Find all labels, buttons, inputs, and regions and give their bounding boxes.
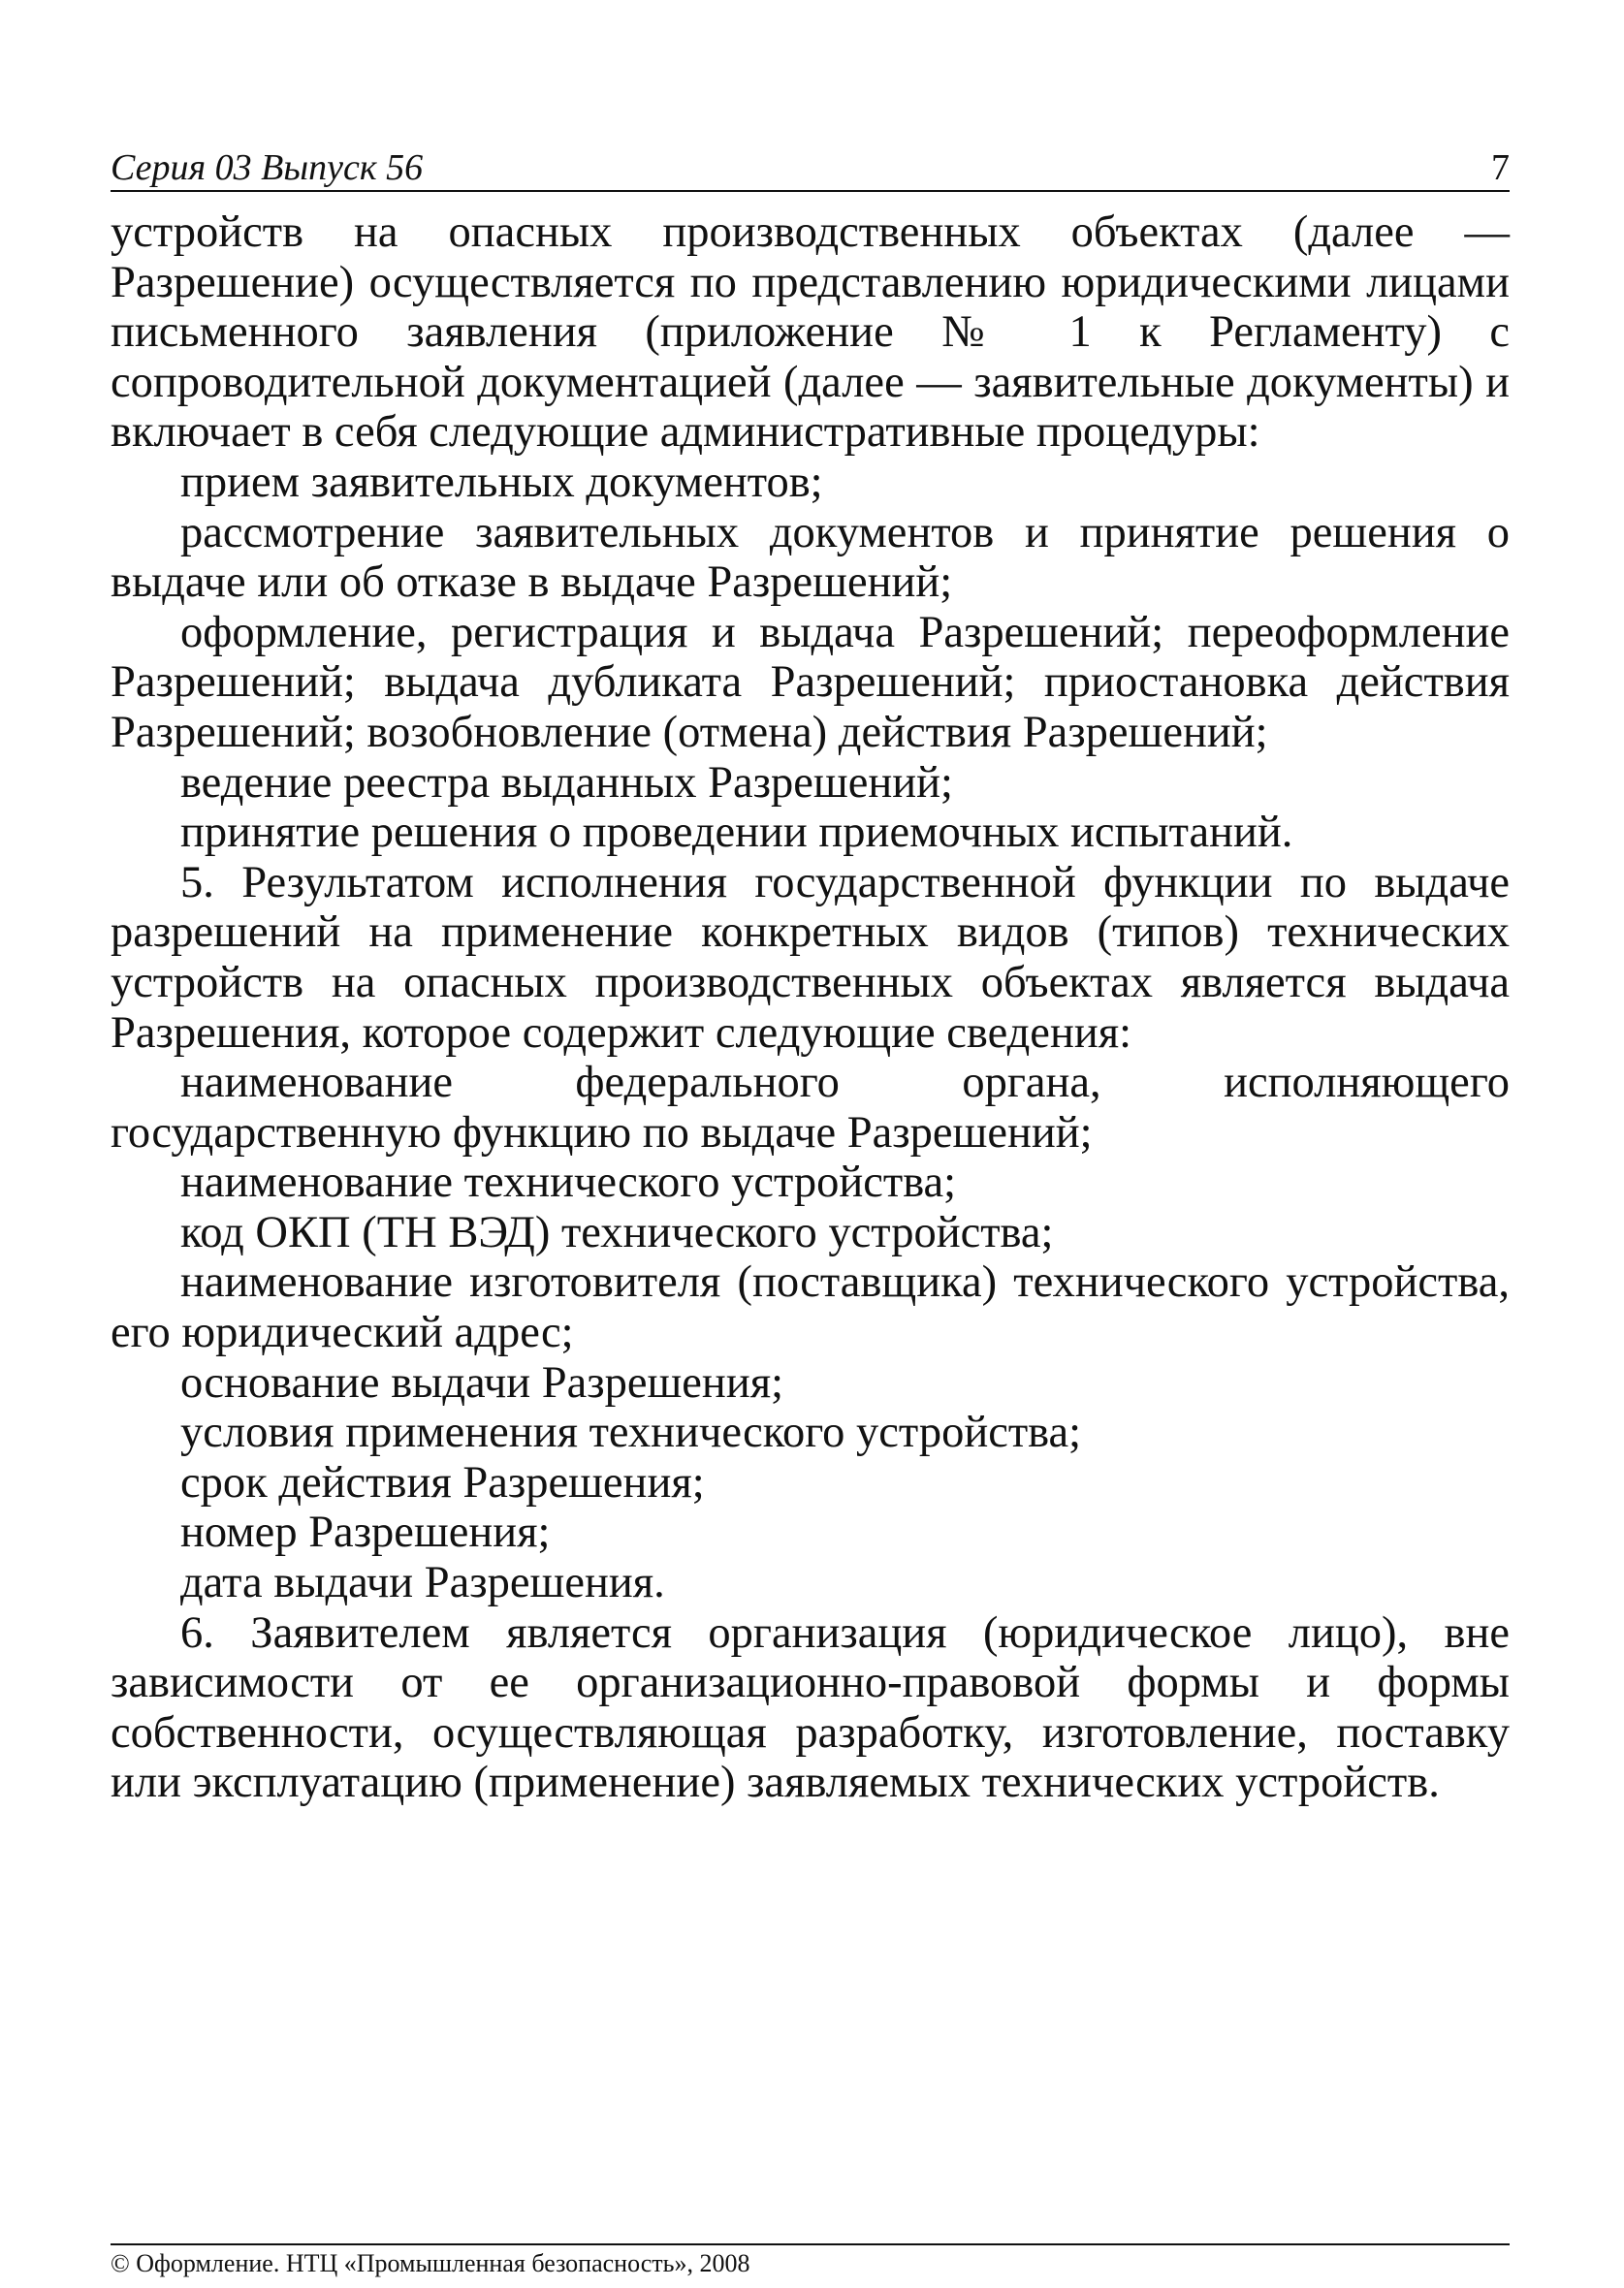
paragraph: устройств на опасных производственных объектах (далее — Разрешение) осуществляется по представлению юридическими лицами письменного заявления (приложение № 1 к Регламенту) с сопроводительной документацией (далее — заявительные документы) и включает в себя следующие административные процедуры: [111, 207, 1510, 458]
list-item: принятие решения о проведении приемочных испытаний. [180, 808, 1293, 858]
list-item: прием заявительных документов; [180, 457, 823, 507]
paragraph-section-5: 5. Результатом исполнения государственной функции по выдаче разрешений на применение конкретных видов (типов) технических устройств на опасных производственных объектах является выдача Разрешения, которое содержит следующие сведения: [111, 857, 1510, 1058]
list-item: наименование технического устройства; [180, 1158, 957, 1208]
list-item: ведение реестра выданных Разрешений; [180, 757, 953, 808]
list-item: код ОКП (ТН ВЭД) технического устройства; [180, 1207, 1054, 1257]
footer-copyright: © Оформление. НТЦ «Промышленная безопасность», 2008 [111, 2249, 750, 2277]
list-item: срок действия Разрешения; [180, 1457, 705, 1508]
list-item: условия применения технического устройства; [180, 1408, 1082, 1458]
footer-divider [111, 2243, 1510, 2245]
list-item: номер Разрешения; [180, 1508, 551, 1558]
list-item: оформление, регистрация и выдача Разрешений; переоформление Разрешений; выдача дубликата Разрешений; приостановка действия Разрешений; возобновление (отмена) действия Разрешений; [111, 607, 1510, 757]
list-item: наименование федерального органа, исполняющего государственную функцию по выдаче Разрешений; [111, 1058, 1510, 1158]
list-item: рассмотрение заявительных документов и принятие решения о выдаче или об отказе в выдаче Разрешений; [111, 507, 1510, 608]
paragraph-section-6: 6. Заявителем является организация (юридическое лицо), вне зависимости от ее организационно-правовой формы и формы собственности, осуществляющая разработку, изготовление, поставку или эксплуатацию (применение) заявляемых технических устройств. [111, 1607, 1510, 1808]
list-item: наименование изготовителя (поставщика) технического устройства, его юридический адрес; [111, 1257, 1510, 1358]
series-issue-label: Серия 03 Выпуск 56 [111, 147, 424, 188]
running-header [111, 136, 1510, 192]
list-item: дата выдачи Разрешения. [180, 1558, 665, 1608]
body-text [111, 207, 1510, 1808]
list-item: основание выдачи Разрешения; [180, 1357, 784, 1408]
page-number: 7 [1491, 147, 1510, 188]
